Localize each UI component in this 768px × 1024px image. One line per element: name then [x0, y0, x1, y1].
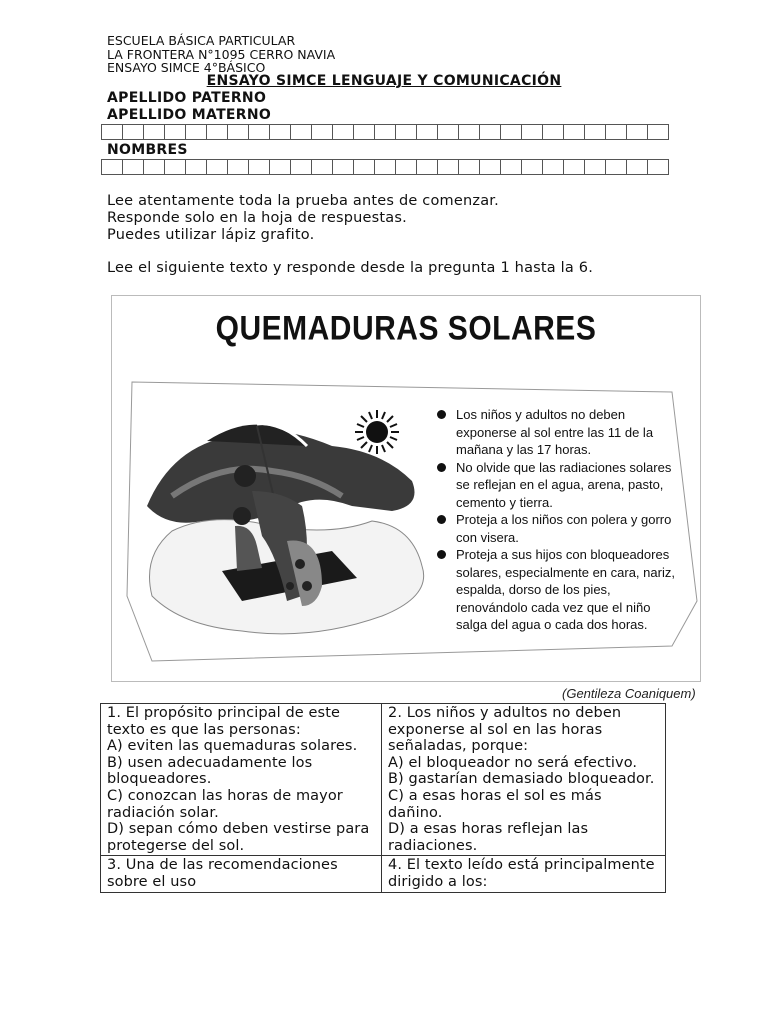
label-apellido-materno: APELLIDO MATERNO: [107, 107, 272, 123]
question-row: [101, 856, 666, 892]
image-credit: (Gentileza Coaniquem): [562, 686, 696, 701]
reading-instruction: Lee el siguiente texto y responde desde la pregunta 1 hasta la 6.: [107, 260, 594, 276]
letter-box[interactable]: [207, 159, 228, 175]
letter-box[interactable]: [459, 124, 480, 140]
letter-box[interactable]: [648, 124, 669, 140]
letter-box[interactable]: [207, 124, 228, 140]
question-stem: 4. El texto leído está principalmente dirigido a los:: [388, 857, 655, 890]
letter-box[interactable]: [459, 159, 480, 175]
letter-box[interactable]: [396, 124, 417, 140]
school-name-line: ESCUELA BÁSICA PARTICULAR: [107, 33, 296, 48]
answer-option[interactable]: D) a esas horas reflejan las radiaciones.: [388, 821, 589, 854]
letter-box[interactable]: [438, 124, 459, 140]
letter-box[interactable]: [501, 124, 522, 140]
answer-option[interactable]: B) gastarían demasiado bloqueador.: [388, 771, 655, 788]
letter-box[interactable]: [123, 124, 144, 140]
letter-box[interactable]: [417, 124, 438, 140]
answer-option[interactable]: B) usen adecuadamente los bloqueadores.: [107, 754, 313, 788]
letter-box[interactable]: [228, 124, 249, 140]
letter-box[interactable]: [270, 159, 291, 175]
label-apellido-paterno: APELLIDO PATERNO: [107, 90, 267, 106]
instruction-line: Lee atentamente toda la prueba antes de comenzar.: [107, 193, 499, 209]
letter-box[interactable]: [312, 159, 333, 175]
letter-box[interactable]: [564, 124, 585, 140]
letter-box[interactable]: [585, 159, 606, 175]
instruction-line: Responde solo en la hoja de respuestas.: [107, 210, 407, 226]
letter-box[interactable]: [144, 124, 165, 140]
letter-box[interactable]: [354, 124, 375, 140]
letter-box[interactable]: [438, 159, 459, 175]
question-1: [101, 704, 382, 856]
safety-tip: Los niños y adultos no deben exponerse al sol entre las 11 de la mañana y las 17 horas.: [434, 406, 684, 459]
letter-box[interactable]: [522, 124, 543, 140]
reading-text-figure: [111, 295, 701, 682]
sun-icon: [355, 410, 399, 454]
question-stem: 2. Los niños y adultos no deben exponerse al sol en las horas señaladas, porque:: [388, 705, 622, 755]
letter-box[interactable]: [417, 159, 438, 175]
letter-box[interactable]: [333, 124, 354, 140]
letter-box[interactable]: [102, 124, 123, 140]
letter-box[interactable]: [333, 159, 354, 175]
letter-box[interactable]: [606, 159, 627, 175]
letter-box[interactable]: [375, 124, 396, 140]
letter-box[interactable]: [627, 124, 648, 140]
question-row: [101, 704, 666, 856]
letter-box[interactable]: [102, 159, 123, 175]
letter-box[interactable]: [291, 159, 312, 175]
safety-tips-list: [434, 406, 684, 634]
letter-box[interactable]: [186, 124, 207, 140]
letter-box[interactable]: [165, 124, 186, 140]
letter-box[interactable]: [354, 159, 375, 175]
question-4: [382, 856, 666, 892]
name-letter-boxes[interactable]: [101, 159, 669, 175]
surname-letter-boxes[interactable]: [101, 124, 669, 140]
exam-title: ENSAYO SIMCE LENGUAJE Y COMUNICACIÓN: [206, 73, 562, 89]
letter-box[interactable]: [627, 159, 648, 175]
letter-box[interactable]: [165, 159, 186, 175]
safety-tip: Proteja a los niños con polera y gorro con visera.: [434, 511, 684, 546]
answer-option[interactable]: C) a esas horas el sol es más dañino.: [388, 787, 602, 821]
question-stem: 3. Una de las recomendaciones sobre el uso: [107, 857, 338, 890]
question-2: [382, 704, 666, 856]
letter-box[interactable]: [312, 124, 333, 140]
letter-box[interactable]: [606, 124, 627, 140]
question-stem: 1. El propósito principal de este texto es que las personas:: [107, 705, 341, 738]
letter-box[interactable]: [543, 124, 564, 140]
safety-tip: Proteja a sus hijos con bloqueadores solares, especialmente en cara, nariz, espalda, dorso de los pies, renovándolo cada vez que el niño salga del agua o cada dos horas.: [434, 546, 684, 634]
letter-box[interactable]: [375, 159, 396, 175]
letter-box[interactable]: [585, 124, 606, 140]
letter-box[interactable]: [501, 159, 522, 175]
question-3: [101, 856, 382, 892]
questions-table: [100, 703, 666, 893]
figure-title: QUEMADURAS SOLARES: [215, 309, 597, 348]
letter-box[interactable]: [270, 124, 291, 140]
letter-box[interactable]: [144, 159, 165, 175]
school-address-line: LA FRONTERA N°1095 CERRO NAVIA: [107, 47, 336, 62]
letter-box[interactable]: [249, 124, 270, 140]
label-nombres: NOMBRES: [107, 142, 188, 158]
answer-option[interactable]: D) sepan cómo deben vestirse para protegerse del sol.: [107, 821, 370, 854]
instruction-line: Puedes utilizar lápiz grafito.: [107, 227, 315, 243]
letter-box[interactable]: [228, 159, 249, 175]
letter-box[interactable]: [123, 159, 144, 175]
letter-box[interactable]: [186, 159, 207, 175]
answer-option[interactable]: C) conozcan las horas de mayor radiación solar.: [107, 787, 343, 821]
exam-grade-line: ENSAYO SIMCE 4°BÁSICO: [107, 60, 266, 75]
safety-tip: No olvide que las radiaciones solares se reflejan en el agua, arena, pasto, cemento y tierra.: [434, 459, 684, 512]
letter-box[interactable]: [480, 159, 501, 175]
letter-box[interactable]: [648, 159, 669, 175]
letter-box[interactable]: [396, 159, 417, 175]
letter-box[interactable]: [480, 124, 501, 140]
letter-box[interactable]: [522, 159, 543, 175]
letter-box[interactable]: [291, 124, 312, 140]
letter-box[interactable]: [543, 159, 564, 175]
answer-option[interactable]: A) el bloqueador no será efectivo.: [388, 754, 638, 771]
letter-box[interactable]: [564, 159, 585, 175]
letter-box[interactable]: [249, 159, 270, 175]
answer-option[interactable]: A) eviten las quemaduras solares.: [107, 738, 358, 755]
